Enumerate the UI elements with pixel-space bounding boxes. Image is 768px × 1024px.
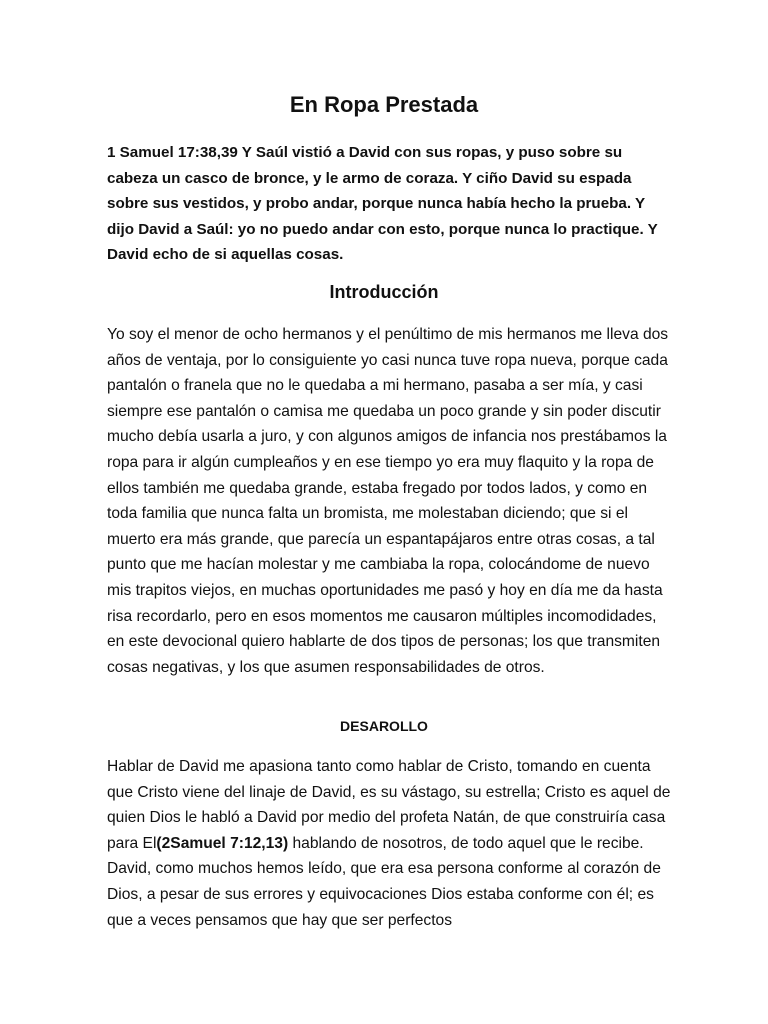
- bible-verse: 1 Samuel 17:38,39 Y Saúl vistió a David con sus ropas, y puso sobre su cabeza un casco de bronce, y le armo de coraza. Y ciño David su espada sobre sus vestidos, y probo andar, porque nunca había hecho la prueba. Y dijo David a Saúl: yo no puedo andar con esto, porque nunca lo practique. Y David echo de si aquellas cosas.: [107, 144, 658, 263]
- desarollo-text-part2: hablando de nosotros, de todo aquel que le recibe. David, como muchos hemos leído, que era esa persona conforme al corazón de Dios, a pesar de sus errores y equivocaciones Dios estaba conforme con él; es que a veces pensamos que hay que ser perfectos: [107, 834, 661, 929]
- scripture-reference: (2Samuel 7:12,13): [156, 834, 289, 852]
- document-title: En Ropa Prestada: [289, 92, 479, 117]
- desarollo-paragraph: [107, 754, 672, 933]
- intro-paragraph: Yo soy el menor de ocho hermanos y el penúltimo de mis hermanos me lleva dos años de ventaja, por lo consiguiente yo casi nunca tuve ropa nueva, porque cada pantalón o franela que no le quedaba a mi hermano, pasaba a ser mía, y casi siempre ese pantalón o camisa me quedaba un poco grande y sin poder discutir mucho debía usarla a juro, y con algunos amigos de infancia nos prestábamos la ropa para ir algún cumpleaños y en ese tiempo yo era muy flaquito y la ropa de ellos también me quedaba grande, estaba fregado por todos lados, y como en toda familia que nunca falta un bromista, me molestaban diciendo; que si el muerto era más grande, que parecía un espantapájaros entre otras cosas, a tal punto que me hacían molestar y me cambiaba la ropa, colocándome de nuevo mis trapitos viejos, en muchas oportunidades me pasó y hoy en día me da hasta risa recordarlo, pero en esos momentos me causaron múltiples incomodidades, en este devocional quiero hablarte de dos tipos de personas; los que transmiten cosas negativas, y los que asumen responsabilidades de otros.: [107, 326, 669, 676]
- desarollo-text-part1: Hablar de David me apasiona tanto como hablar de Cristo, tomando en cuenta que Cristo viene del linaje de David, es su vástago, su estrella; Cristo es aquel de quien Dios le habló a David por medio del profeta Natán, de que construiría casa para El: [107, 758, 671, 852]
- desarollo-heading: DESAROLLO: [340, 718, 428, 734]
- intro-heading: Introducción: [329, 282, 439, 302]
